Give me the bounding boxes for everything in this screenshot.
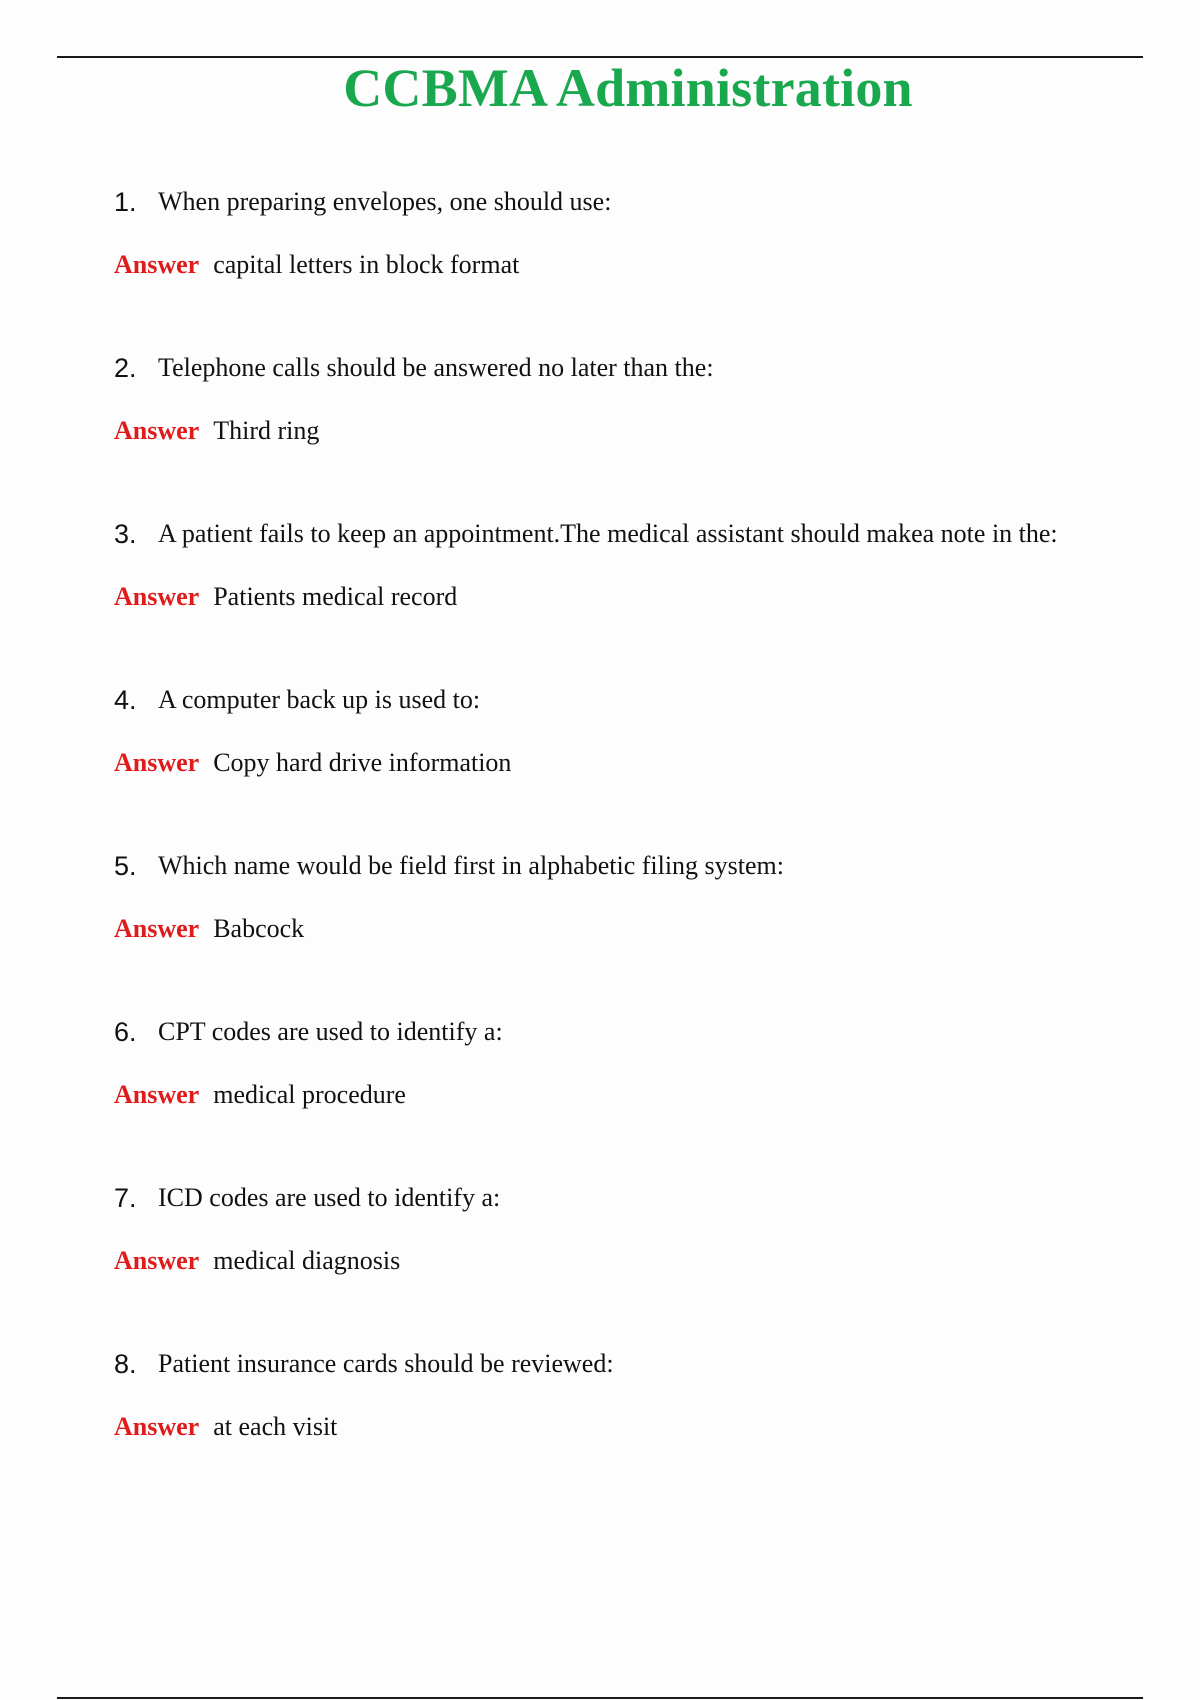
question-item [0, 1012, 1200, 1178]
question-text: Telephone calls should be answered no later than the: [158, 353, 714, 382]
question-row [114, 182, 611, 222]
question-text: When preparing envelopes, one should use: [158, 187, 612, 216]
answer-row [114, 245, 519, 285]
answer-row [114, 1407, 337, 1447]
answer-label: Answer [114, 582, 200, 611]
answer-text: Third ring [213, 416, 320, 445]
question-row [114, 514, 1058, 554]
answer-label: Answer [114, 250, 200, 279]
question-number: 3. [114, 519, 137, 549]
question-item [0, 680, 1200, 846]
question-number: 8. [114, 1349, 137, 1379]
answer-row [114, 1075, 406, 1115]
answer-label: Answer [114, 1246, 200, 1275]
question-number: 5. [114, 851, 137, 881]
question-item [0, 1178, 1200, 1344]
question-row [114, 1012, 503, 1052]
question-item [0, 182, 1200, 348]
answer-label: Answer [114, 748, 200, 777]
question-item [0, 846, 1200, 1012]
question-number: 1. [114, 187, 137, 217]
answer-text: capital letters in block format [213, 250, 520, 279]
answer-row [114, 909, 304, 949]
page-title: CCBMA Administration [343, 58, 913, 118]
answer-text: Patients medical record [213, 582, 458, 611]
answer-label: Answer [114, 1080, 200, 1109]
answer-label: Answer [114, 1412, 200, 1441]
answer-row [114, 411, 319, 451]
bottom-rule [57, 1697, 1143, 1699]
question-text: Patient insurance cards should be reviewed: [158, 1349, 614, 1378]
answer-text: medical diagnosis [213, 1246, 401, 1275]
question-row [114, 348, 714, 388]
question-text: Which name would be field first in alphabetic filing system: [158, 851, 785, 880]
question-row [114, 680, 480, 720]
answer-row [114, 1241, 400, 1281]
answer-text: medical procedure [213, 1080, 406, 1109]
question-row [114, 1178, 500, 1218]
answer-row [114, 577, 457, 617]
question-number: 7. [114, 1183, 137, 1213]
answer-label: Answer [114, 416, 200, 445]
question-number: 6. [114, 1017, 137, 1047]
question-text: A patient fails to keep an appointment.The medical assistant should makea note in the: [158, 519, 1058, 548]
question-item [0, 348, 1200, 514]
answer-text: Copy hard drive information [213, 748, 512, 777]
question-row [114, 846, 784, 886]
answer-text: Babcock [213, 914, 305, 943]
answer-text: at each visit [213, 1412, 338, 1441]
question-number: 4. [114, 685, 137, 715]
question-item [0, 1344, 1200, 1510]
question-text: ICD codes are used to identify a: [158, 1183, 501, 1212]
answer-row [114, 743, 511, 783]
question-row [114, 1344, 614, 1384]
question-text: CPT codes are used to identify a: [158, 1017, 503, 1046]
question-item [0, 514, 1200, 680]
answer-label: Answer [114, 914, 200, 943]
question-text: A computer back up is used to: [158, 685, 481, 714]
question-list [0, 182, 1200, 1510]
question-number: 2. [114, 353, 137, 383]
